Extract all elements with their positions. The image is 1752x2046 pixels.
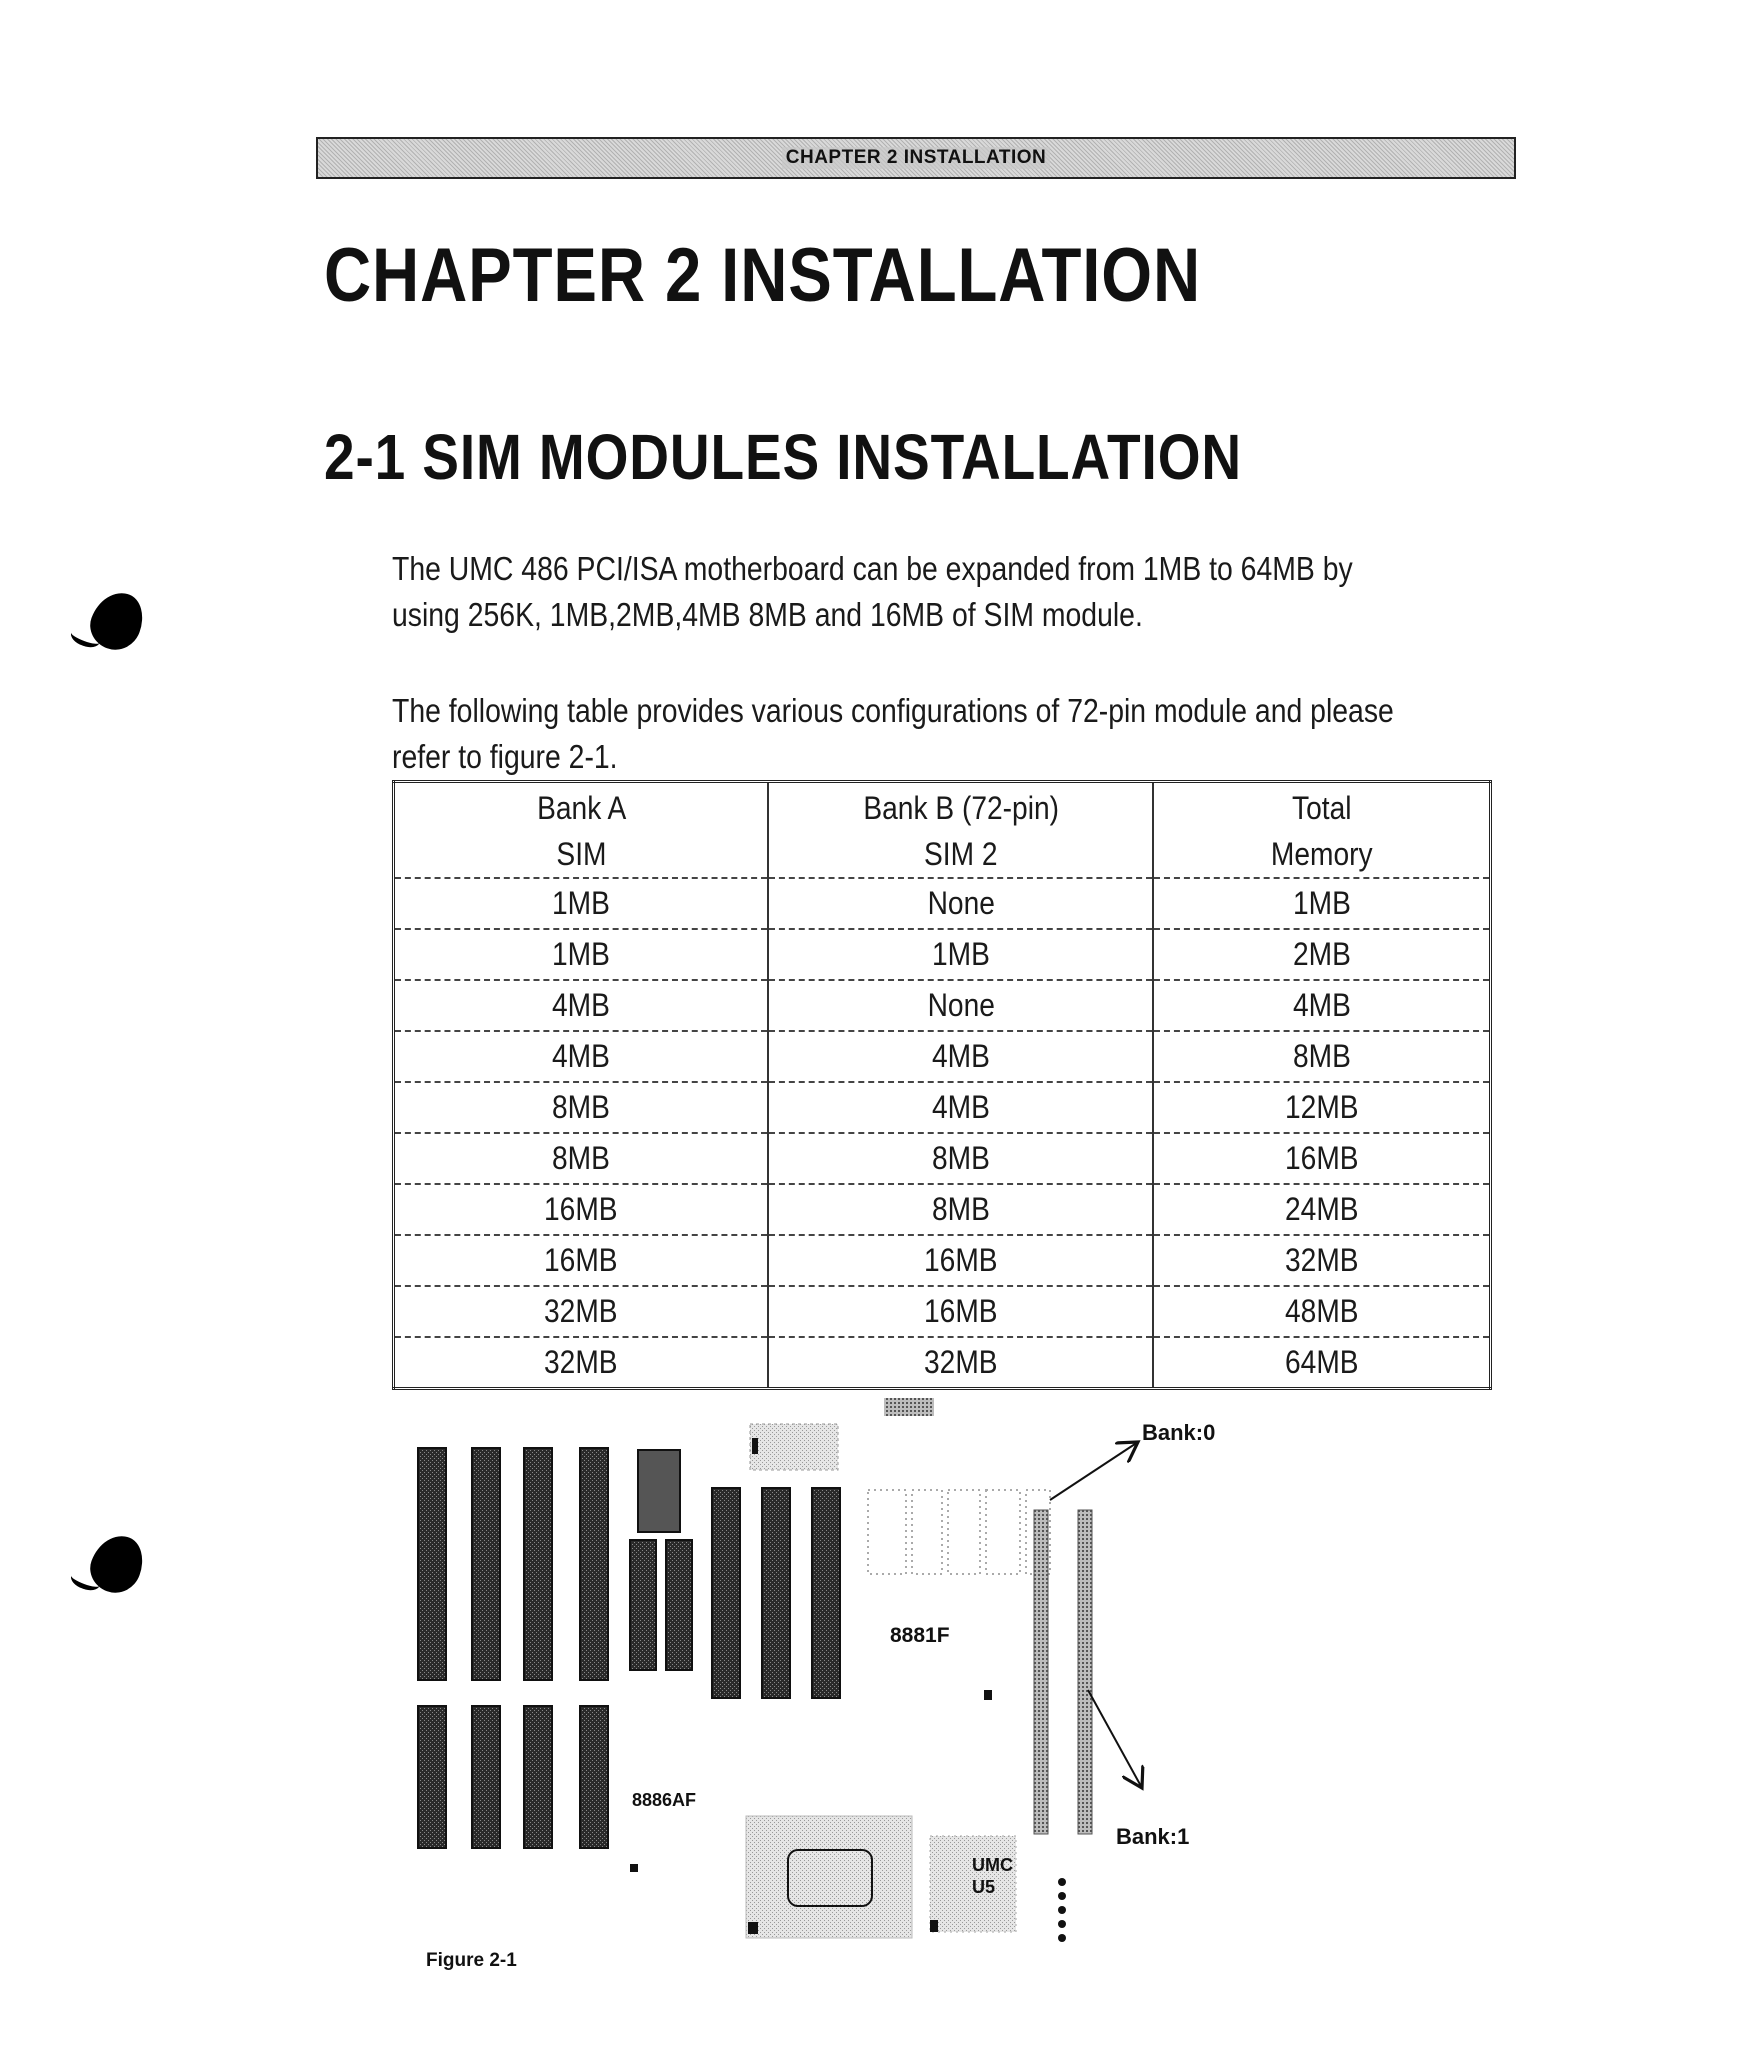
pci-slot	[712, 1488, 740, 1698]
jumper-pin	[752, 1438, 758, 1454]
chapter-title: CHAPTER 2 INSTALLATION	[324, 233, 1202, 318]
umc-label-line: UMC	[972, 1855, 1013, 1875]
running-header-bar	[316, 137, 1516, 179]
table-header-row	[394, 782, 1491, 879]
table-row	[394, 878, 1491, 929]
cell-bank-b: 1MB	[768, 929, 1153, 980]
table-intro-line-1: The following table provides various configurations of 72-pin module and please	[392, 692, 1394, 729]
motherboard-layout-figure	[390, 1390, 1270, 1950]
chip-8886af-label: 8886AF	[632, 1790, 697, 1810]
section-title: 2-1 SIM MODULES INSTALLATION	[324, 421, 1242, 493]
cell-bank-a: 1MB	[552, 936, 611, 972]
cell-bank-b: None	[768, 878, 1153, 929]
column-header-total-memory	[1153, 782, 1490, 879]
margin-bullet-icon	[84, 1528, 151, 1600]
square-chip	[638, 1450, 680, 1532]
pci-slot	[812, 1488, 840, 1698]
cell-bank-a: 1MB	[552, 885, 611, 921]
header-line: Bank A	[536, 790, 626, 826]
cell-total: 48MB	[1153, 1286, 1490, 1337]
motherboard-diagram	[390, 1390, 1270, 1950]
cell-total: 1MB	[1153, 878, 1490, 929]
keyboard-connector	[884, 1398, 934, 1416]
intro-line-2: using 256K, 1MB,2MB,4MB 8MB and 16MB of SIM module.	[392, 596, 1143, 633]
cell-total: 24MB	[1153, 1184, 1490, 1235]
isa-slot	[524, 1448, 552, 1680]
margin-bullet-icon	[84, 585, 151, 657]
cell-bank-b: 4MB	[768, 1031, 1153, 1082]
bank-0-label: Bank:0	[1142, 1420, 1216, 1445]
jumper-dot	[1058, 1920, 1066, 1928]
cell-bank-a: 32MB	[544, 1344, 618, 1380]
bank-1-label: Bank:1	[1116, 1824, 1190, 1849]
cell-bank-b: 8MB	[768, 1184, 1153, 1235]
table-row	[394, 1235, 1491, 1286]
cell-total: 32MB	[1153, 1235, 1490, 1286]
table-row	[394, 980, 1491, 1031]
cell-bank-a: 8MB	[552, 1089, 611, 1125]
jumper-dot	[1058, 1934, 1066, 1942]
table-row	[394, 1082, 1491, 1133]
figure-caption: Figure 2-1	[426, 1950, 517, 1971]
cell-bank-b: 16MB	[768, 1235, 1153, 1286]
bank-1-arrow	[1088, 1690, 1142, 1788]
component-mark	[630, 1864, 638, 1872]
cache-sram-group	[868, 1490, 1050, 1574]
cell-bank-a: 16MB	[544, 1191, 618, 1227]
cell-total: 8MB	[1153, 1031, 1490, 1082]
header-line: Total	[1291, 790, 1352, 826]
cell-total: 16MB	[1153, 1133, 1490, 1184]
jumper-dot	[1058, 1878, 1066, 1886]
cell-bank-b: 8MB	[768, 1133, 1153, 1184]
cell-bank-a: 8MB	[552, 1140, 611, 1176]
cell-bank-b: None	[768, 980, 1153, 1031]
isa-slot	[580, 1706, 608, 1848]
isa-slot	[472, 1706, 500, 1848]
header-line: Memory	[1270, 836, 1373, 872]
cpu-socket	[746, 1816, 912, 1938]
cell-bank-a: 32MB	[544, 1293, 618, 1329]
cell-total: 12MB	[1153, 1082, 1490, 1133]
cell-total: 64MB	[1153, 1337, 1490, 1389]
running-header-text: CHAPTER 2 INSTALLATION	[782, 147, 1050, 169]
chip-8881f-label: 8881F	[890, 1624, 950, 1647]
memory-configuration-table	[392, 780, 1492, 1390]
table-row	[394, 1031, 1491, 1082]
isa-slot	[580, 1448, 608, 1680]
table-row	[394, 1184, 1491, 1235]
cell-bank-b: 16MB	[768, 1286, 1153, 1337]
sim-bank-0-slot	[1034, 1510, 1048, 1834]
isa-slot	[472, 1448, 500, 1680]
header-line: SIM 2	[924, 836, 998, 872]
cell-bank-a: 4MB	[552, 987, 611, 1023]
bios-chip	[630, 1540, 656, 1670]
table-intro-paragraph	[392, 688, 1394, 780]
header-line: Bank B (72-pin)	[863, 790, 1059, 826]
umc-chip-label	[972, 1854, 1013, 1898]
cpu-pin1-mark	[748, 1922, 758, 1934]
jumper-dot	[1058, 1892, 1066, 1900]
bios-chip	[666, 1540, 692, 1670]
cell-bank-a: 4MB	[552, 1038, 611, 1074]
pci-slot	[762, 1488, 790, 1698]
umc-pin1-mark	[930, 1920, 938, 1932]
jumper-dot	[1058, 1906, 1066, 1914]
table-row	[394, 1286, 1491, 1337]
table-row	[394, 1133, 1491, 1184]
column-header-bank-b	[768, 782, 1153, 879]
jumper-block	[750, 1424, 838, 1470]
isa-slot	[524, 1706, 552, 1848]
cell-total: 4MB	[1153, 980, 1490, 1031]
isa-slot	[418, 1706, 446, 1848]
cell-total: 2MB	[1153, 929, 1490, 980]
table-row	[394, 929, 1491, 980]
intro-line-1: The UMC 486 PCI/ISA motherboard can be expanded from 1MB to 64MB by	[392, 550, 1353, 587]
header-line: SIM	[556, 836, 607, 872]
cell-bank-b: 32MB	[768, 1337, 1153, 1389]
column-header-bank-a	[394, 782, 769, 879]
table-row	[394, 1337, 1491, 1389]
component-mark	[984, 1690, 992, 1700]
cell-bank-a: 16MB	[544, 1242, 618, 1278]
table-intro-line-2: refer to figure 2-1.	[392, 738, 618, 775]
sim-bank-1-slot	[1078, 1510, 1092, 1834]
bank-0-arrow	[1050, 1442, 1138, 1500]
umc-label-line: U5	[972, 1877, 996, 1897]
cell-bank-b: 4MB	[768, 1082, 1153, 1133]
isa-slot	[418, 1448, 446, 1680]
intro-paragraph	[392, 546, 1353, 638]
